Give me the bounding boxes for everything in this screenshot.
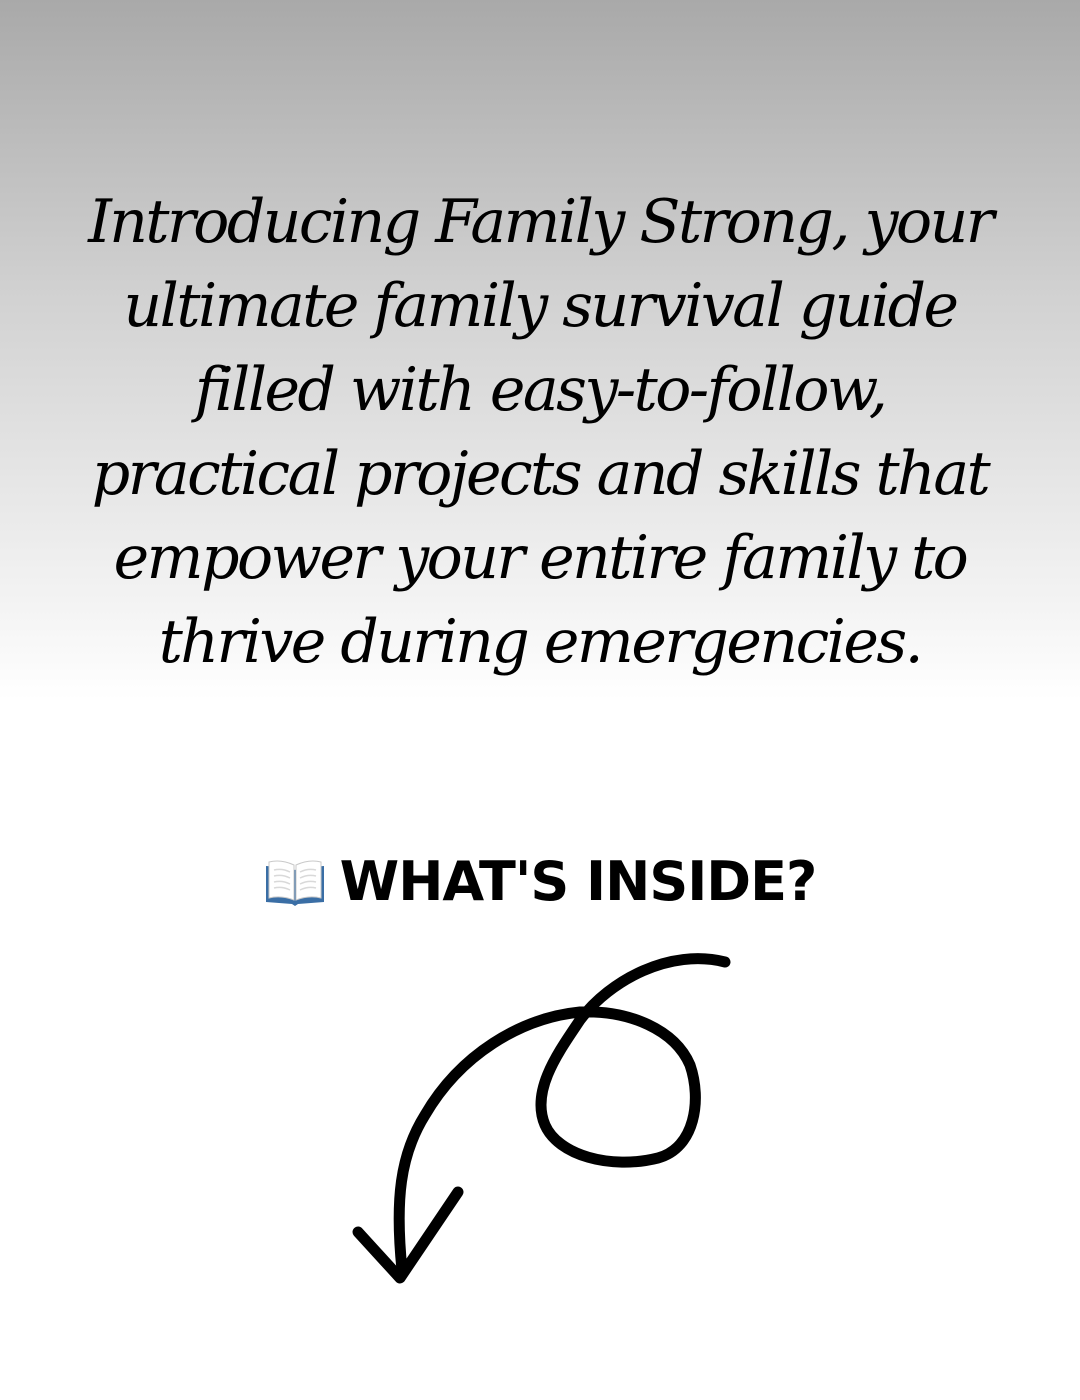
section-heading: [0, 852, 1080, 912]
intro-line: practical projects and skills that: [91, 439, 989, 509]
intro-line: thrive during emergencies.: [158, 607, 922, 677]
intro-line: Introducing Family Strong, your: [88, 187, 992, 257]
intro-line: filled with easy-to-follow,: [194, 355, 886, 425]
hand-drawn-loop-arrow-icon: [340, 940, 740, 1300]
intro-line: ultimate family survival guide: [123, 271, 957, 341]
heading-text: WHAT'S INSIDE?: [339, 850, 817, 913]
intro-paragraph: [60, 180, 1020, 684]
intro-line: empower your entire family to: [113, 523, 967, 593]
open-book-icon: [264, 858, 326, 906]
